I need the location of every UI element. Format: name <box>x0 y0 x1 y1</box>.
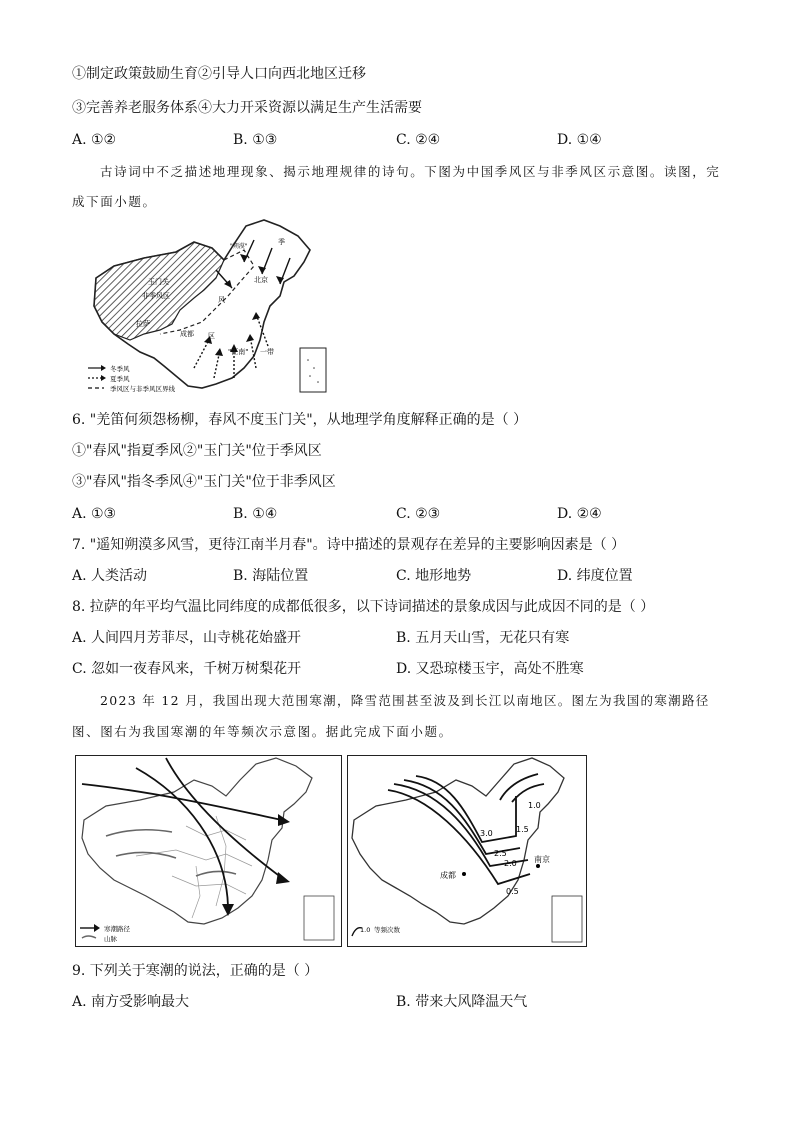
isoline-0-5: 0.5 <box>506 887 519 896</box>
q5-option-b: B. ①③ <box>233 132 278 148</box>
q8-option-b: B. 五月天山雪，无花只有寒 <box>396 630 570 646</box>
intro2-line2: 图、图右为我国寒潮的年等频次示意图。据此完成下面小题。 <box>72 724 453 739</box>
q6-option-d: D. ②④ <box>557 506 602 522</box>
q6-option-b: B. ①④ <box>233 506 278 522</box>
q9-option-a: A. 南方受影响最大 <box>72 994 190 1010</box>
jiangnan-label: "江南" <box>228 348 249 356</box>
ji-label: 季 <box>278 238 285 246</box>
q5-statements-2: ③完善养老服务体系④大力开采资源以满足生产生活需要 <box>72 100 422 116</box>
q7-option-d: D. 纬度位置 <box>557 568 633 584</box>
intro2-line1: 2023 年 12 月，我国出现大范围寒潮，降雪范围甚至波及到长江以南地区。图左为我国的寒潮路径 <box>100 693 710 708</box>
q7-option-c: C. 地形地势 <box>396 568 472 584</box>
q5-statements-1: ①制定政策鼓励生育②引导人口向西北地区迁移 <box>72 66 366 82</box>
q6-statements-1: ①"春风"指夏季风②"玉门关"位于季风区 <box>72 443 322 459</box>
q6-stem: 6. "羌笛何须怨杨柳，春风不度玉门关"，从地理学角度解释正确的是（ ） <box>72 412 528 428</box>
isoline-3-0: 3.0 <box>480 829 493 838</box>
isoline-2-0: 2.0 <box>504 859 517 868</box>
isoline-2-5: 2.5 <box>494 849 507 858</box>
yumen-pass-label: 玉门关 <box>148 278 169 286</box>
legend-isoline-value: 1.0 <box>360 926 371 934</box>
q8-option-a: A. 人间四月芳菲尽，山寺桃花始盛开 <box>72 630 302 646</box>
q6-option-c: C. ②③ <box>396 506 441 522</box>
legend-winter-monsoon: 冬季风 <box>110 365 130 373</box>
q7-option-b: B. 海陆位置 <box>233 568 309 584</box>
intro1-line1: 古诗词中不乏描述地理现象、揭示地理规律的诗句。下图为中国季风区与非季风区示意图。读图，完 <box>100 164 721 179</box>
cold-wave-path-map <box>75 755 342 947</box>
lasa-label: 拉萨 <box>136 320 150 328</box>
feng-label: 风 <box>218 296 225 304</box>
non-monsoon-region-label: 非季风区 <box>142 292 170 300</box>
q8-option-c: C. 忽如一夜春风来，千树万树梨花开 <box>72 661 302 677</box>
intro1-line2: 成下面小题。 <box>72 194 157 209</box>
q9-stem: 9. 下列关于寒潮的说法，正确的是（ ） <box>72 963 319 979</box>
chengdu-label-map3: 成都 <box>440 871 456 880</box>
q9-option-b: B. 带来大风降温天气 <box>396 994 528 1010</box>
legend-boundary: 季风区与非季风区界线 <box>110 385 175 393</box>
nanjing-label: 南京 <box>534 855 550 864</box>
q8-stem: 8. 拉萨的年平均气温比同纬度的成都低很多，以下诗词描述的景象成因与此成因不同的是（ ） <box>72 599 655 615</box>
isoline-1-5: 1.5 <box>516 825 529 834</box>
q7-option-a: A. 人类活动 <box>72 568 148 584</box>
legend-mountain: 山脉 <box>104 935 117 943</box>
q5-option-d: D. ①④ <box>557 132 602 148</box>
beijing-label: 北京 <box>254 276 268 284</box>
cold-wave-frequency-map <box>347 755 587 947</box>
q7-stem: 7. "遥知朔漠多风雪，更待江南半月春"。诗中描述的景观存在差异的主要影响因素是（ ） <box>72 537 626 553</box>
qu-label: 区 <box>208 332 215 340</box>
legend-summer-monsoon: 夏季风 <box>110 375 130 383</box>
legend-isoline-text: 等频次数 <box>374 926 400 934</box>
q5-option-c: C. ②④ <box>396 132 441 148</box>
shuomo-label: "朔漠" <box>230 243 248 250</box>
q6-statements-2: ③"春风"指冬季风④"玉门关"位于非季风区 <box>72 474 336 490</box>
monsoon-region-map <box>84 218 334 400</box>
isoline-1-0: 1.0 <box>528 801 541 810</box>
chengdu-label: 成都 <box>180 330 194 338</box>
q8-option-d: D. 又恐琼楼玉宇，高处不胜寒 <box>396 661 584 677</box>
q6-option-a: A. ①③ <box>72 506 117 522</box>
yidai-label: 一带 <box>260 348 274 356</box>
q5-option-a: A. ①② <box>72 132 117 148</box>
legend-cold-wave-path: 寒潮路径 <box>104 925 130 933</box>
